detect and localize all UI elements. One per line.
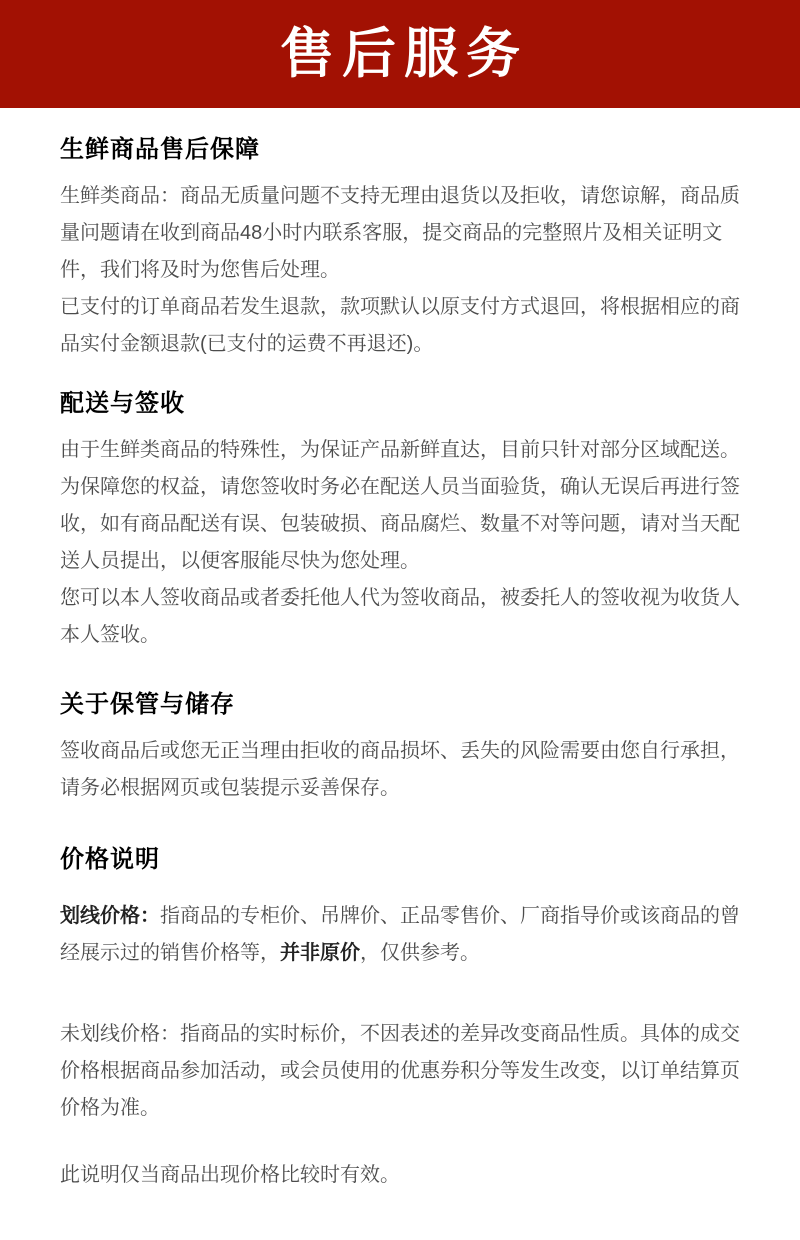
paragraph [60,432,745,580]
paragraph [60,898,745,972]
section-delivery-sign [60,391,745,654]
page-title: 售后服务 [280,24,528,84]
paragraph [60,1157,745,1194]
text-segment: 您可以本人签收商品或者委托他人代为签收商品，被委托人的签收视为收货人本人签收。 [60,587,740,646]
text-segment: 指商品的专柜价、吊牌价、正品零售价、厂商指导价或该商品的曾经展示过的销售价格等， [60,905,740,964]
text-segment: 签收商品后或您无正当理由拒收的商品损坏、丢失的风险需要由您自行承担，请务必根据网页或包装提示妥善保存。 [60,740,740,799]
emphasis-text: 并非原价 [280,942,360,964]
section-heading: 配送与签收 [60,390,185,417]
text-segment: ，仅供参考。 [360,942,480,964]
emphasis-text: 划线价格： [60,905,160,927]
text-segment: 生鲜类商品：商品无质量问题不支持无理由退货以及拒收，请您谅解，商品质量问题请在收到商品48小时内联系客服，提交商品的完整照片及相关证明文件，我们将及时为您售后处理。 [60,185,740,281]
text-segment: 已支付的订单商品若发生退款，款项默认以原支付方式退回，将根据相应的商品实付金额退款(已支付的运费不再退还)。 [60,296,740,355]
paragraph [60,289,745,363]
paragraph [60,178,745,289]
section-heading: 关于保管与储存 [60,691,235,718]
section-fresh-after-sales [60,137,745,363]
section-heading: 生鲜商品售后保障 [60,136,260,163]
content [0,137,800,1240]
text-segment: 由于生鲜类商品的特殊性，为保证产品新鲜直达，目前只针对部分区域配送。为保障您的权益，请您签收时务必在配送人员当面验货，确认无误后再进行签收，如有商品配送有误、包装破损、商品腐烂、数量不对等问题，请对当天配送人员提出，以便客服能尽快为您处理。 [60,439,740,572]
section-heading: 价格说明 [60,846,160,873]
paragraph [60,733,745,807]
paragraph [60,580,745,654]
section-price-note [60,847,745,1194]
text-segment: 未划线价格：指商品的实时标价，不因表述的差异改变商品性质。具体的成交价格根据商品参加活动，或会员使用的优惠券积分等发生改变，以订单结算页价格为准。 [60,1023,740,1119]
section-storage [60,692,745,807]
paragraph [60,1016,745,1127]
text-segment: 此说明仅当商品出现价格比较时有效。 [60,1164,400,1186]
banner [0,0,800,108]
